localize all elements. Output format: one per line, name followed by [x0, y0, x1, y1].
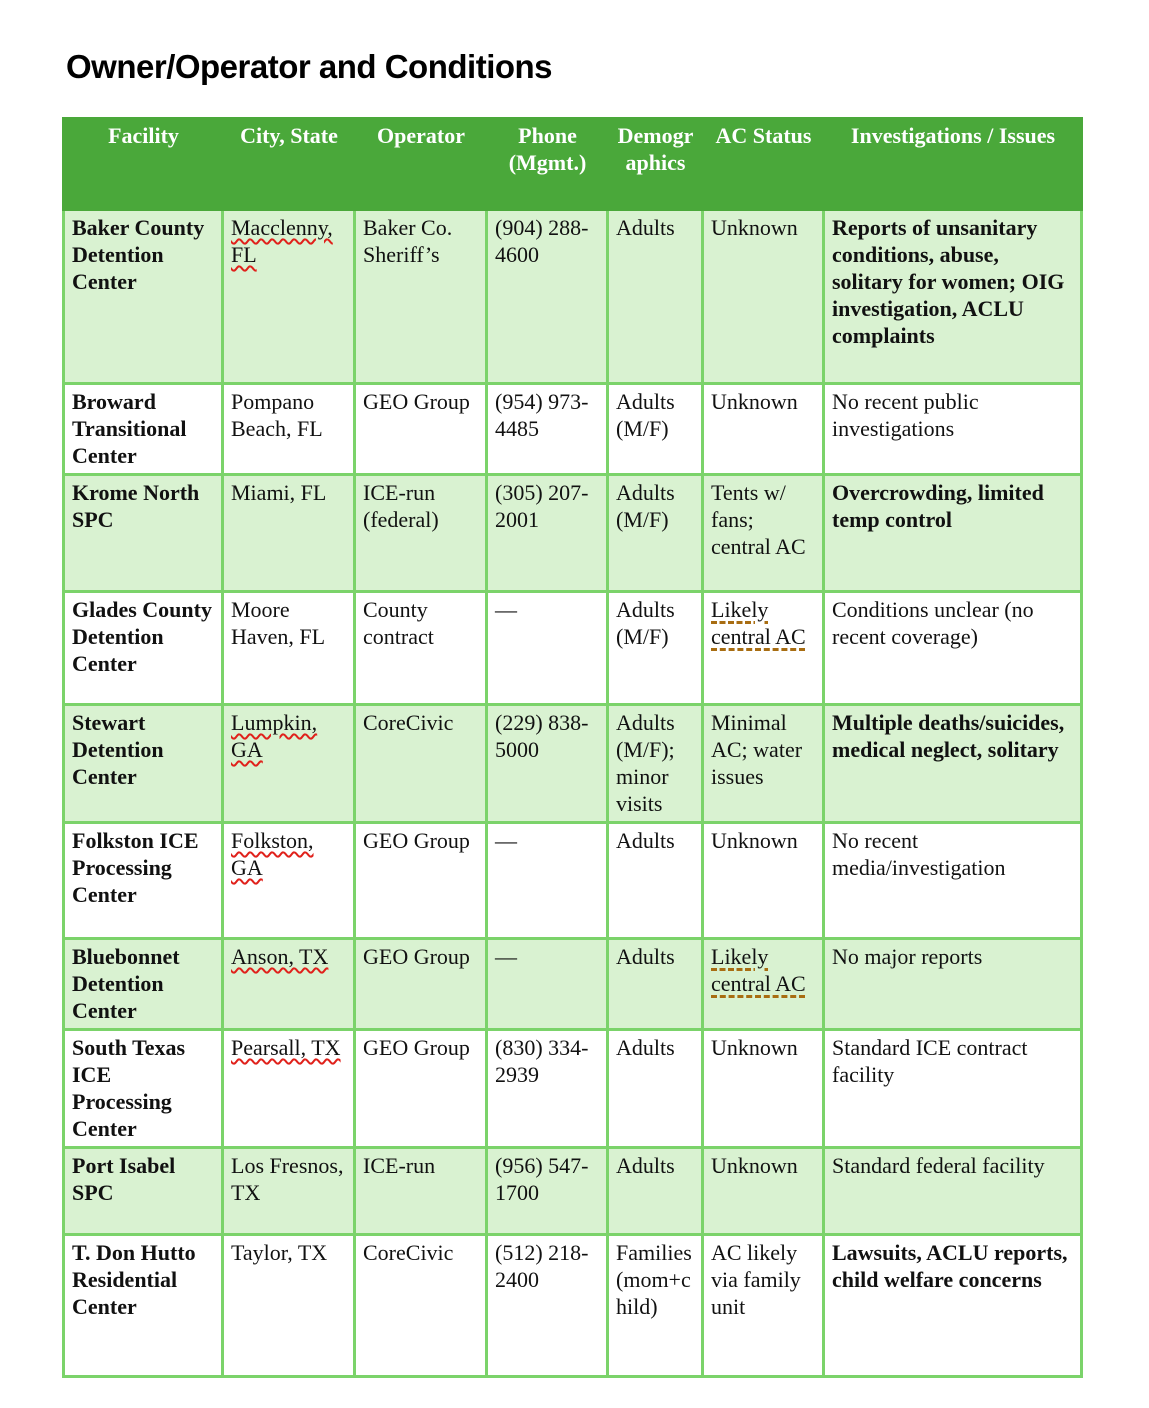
city-cell: Moore Haven, FL — [223, 592, 355, 705]
header-demographics: Demographics — [608, 119, 703, 210]
city-cell: Miami, FL — [223, 475, 355, 592]
issues-cell: Reports of unsanitary conditions, abuse, solitary for women; OIG investigation, ACLU complaints — [824, 210, 1082, 384]
issues-cell: Overcrowding, limited temp control — [824, 475, 1082, 592]
phone-cell: (830) 334-2939 — [487, 1030, 608, 1148]
ac-status-cell: AC likely via family unit — [703, 1235, 824, 1377]
demographics-cell: Families (mom+child) — [608, 1235, 703, 1377]
demographics-cell: Adults — [608, 939, 703, 1030]
ac-status-cell: Unknown — [703, 1148, 824, 1235]
operator-cell: ICE-run (federal) — [355, 475, 487, 592]
header-phone: Phone (Mgmt.) — [487, 119, 608, 210]
table-row — [64, 823, 1082, 939]
ac-status-cell: Minimal AC; water issues — [703, 705, 824, 823]
ac-status-cell: Tents w/ fans; central AC — [703, 475, 824, 592]
facility-cell: Krome North SPC — [64, 475, 223, 592]
phone-cell: (954) 973-4485 — [487, 384, 608, 475]
table-row — [64, 384, 1082, 475]
ac-status-text: Likely central AC — [711, 597, 806, 649]
header-ac-status: AC Status — [703, 119, 824, 210]
demographics-cell: Adults (M/F) — [608, 475, 703, 592]
city-text: Folkston, GA — [231, 828, 314, 880]
demographics-cell: Adults (M/F) — [608, 384, 703, 475]
issues-cell: No recent public investigations — [824, 384, 1082, 475]
facility-cell: T. Don Hutto Residential Center — [64, 1235, 223, 1377]
city-cell — [223, 939, 355, 1030]
city-text: Pearsall, TX — [231, 1035, 341, 1060]
ac-status-cell: Unknown — [703, 1030, 824, 1148]
operator-cell: County contract — [355, 592, 487, 705]
demographics-cell: Adults — [608, 210, 703, 384]
table-row — [64, 939, 1082, 1030]
operator-cell: CoreCivic — [355, 1235, 487, 1377]
city-cell — [223, 210, 355, 384]
phone-cell: — — [487, 823, 608, 939]
city-cell — [223, 705, 355, 823]
facility-cell: Bluebonnet Detention Center — [64, 939, 223, 1030]
demographics-cell: Adults — [608, 1148, 703, 1235]
ac-status-cell: Unknown — [703, 210, 824, 384]
operator-cell: GEO Group — [355, 384, 487, 475]
city-text: Lumpkin, GA — [231, 710, 318, 762]
operator-cell: Baker Co. Sheriff’s — [355, 210, 487, 384]
operator-cell: GEO Group — [355, 1030, 487, 1148]
header-facility: Facility — [64, 119, 223, 210]
issues-cell: No major reports — [824, 939, 1082, 1030]
ac-status-cell — [703, 939, 824, 1030]
city-cell — [223, 823, 355, 939]
facilities-table — [62, 117, 1083, 1378]
phone-cell: — — [487, 592, 608, 705]
demographics-cell: Adults (M/F); minor visits — [608, 705, 703, 823]
ac-status-cell: Unknown — [703, 823, 824, 939]
issues-cell: Conditions unclear (no recent coverage) — [824, 592, 1082, 705]
facility-cell: Port Isabel SPC — [64, 1148, 223, 1235]
table-row — [64, 475, 1082, 592]
ac-status-cell — [703, 592, 824, 705]
operator-cell: GEO Group — [355, 939, 487, 1030]
table-row — [64, 1030, 1082, 1148]
header-operator: Operator — [355, 119, 487, 210]
phone-cell: (956) 547-1700 — [487, 1148, 608, 1235]
phone-cell: (512) 218-2400 — [487, 1235, 608, 1377]
demographics-cell: Adults (M/F) — [608, 592, 703, 705]
table-row — [64, 1148, 1082, 1235]
facility-cell: Glades County Detention Center — [64, 592, 223, 705]
city-cell: Los Fresnos, TX — [223, 1148, 355, 1235]
city-cell: Taylor, TX — [223, 1235, 355, 1377]
facility-cell: Broward Transitional Center — [64, 384, 223, 475]
phone-cell: (904) 288-4600 — [487, 210, 608, 384]
demographics-cell: Adults — [608, 1030, 703, 1148]
facility-cell: South Texas ICE Processing Center — [64, 1030, 223, 1148]
issues-cell: Standard ICE contract facility — [824, 1030, 1082, 1148]
phone-cell: (229) 838-5000 — [487, 705, 608, 823]
header-city-state: City, State — [223, 119, 355, 210]
table-header-row — [64, 119, 1082, 210]
ac-status-text: Likely central AC — [711, 944, 806, 996]
issues-cell: Standard federal facility — [824, 1148, 1082, 1235]
header-issues: Investigations / Issues — [824, 119, 1082, 210]
facility-cell: Stewart Detention Center — [64, 705, 223, 823]
page-title: Owner/Operator and Conditions — [66, 48, 553, 85]
operator-cell: GEO Group — [355, 823, 487, 939]
issues-cell: Lawsuits, ACLU reports, child welfare concerns — [824, 1235, 1082, 1377]
phone-cell: (305) 207-2001 — [487, 475, 608, 592]
facility-cell: Baker County Detention Center — [64, 210, 223, 384]
table-row — [64, 1235, 1082, 1377]
issues-cell: Multiple deaths/suicides, medical neglect, solitary — [824, 705, 1082, 823]
issues-cell: No recent media/investigation — [824, 823, 1082, 939]
operator-cell: CoreCivic — [355, 705, 487, 823]
demographics-cell: Adults — [608, 823, 703, 939]
ac-status-cell: Unknown — [703, 384, 824, 475]
table-row — [64, 705, 1082, 823]
city-text: Anson, TX — [231, 944, 329, 969]
city-cell: Pompano Beach, FL — [223, 384, 355, 475]
table-row — [64, 210, 1082, 384]
facility-cell: Folkston ICE Processing Center — [64, 823, 223, 939]
city-cell — [223, 1030, 355, 1148]
phone-cell: — — [487, 939, 608, 1030]
city-text: Macclenny, FL — [231, 215, 333, 267]
table-row — [64, 592, 1082, 705]
operator-cell: ICE-run — [355, 1148, 487, 1235]
